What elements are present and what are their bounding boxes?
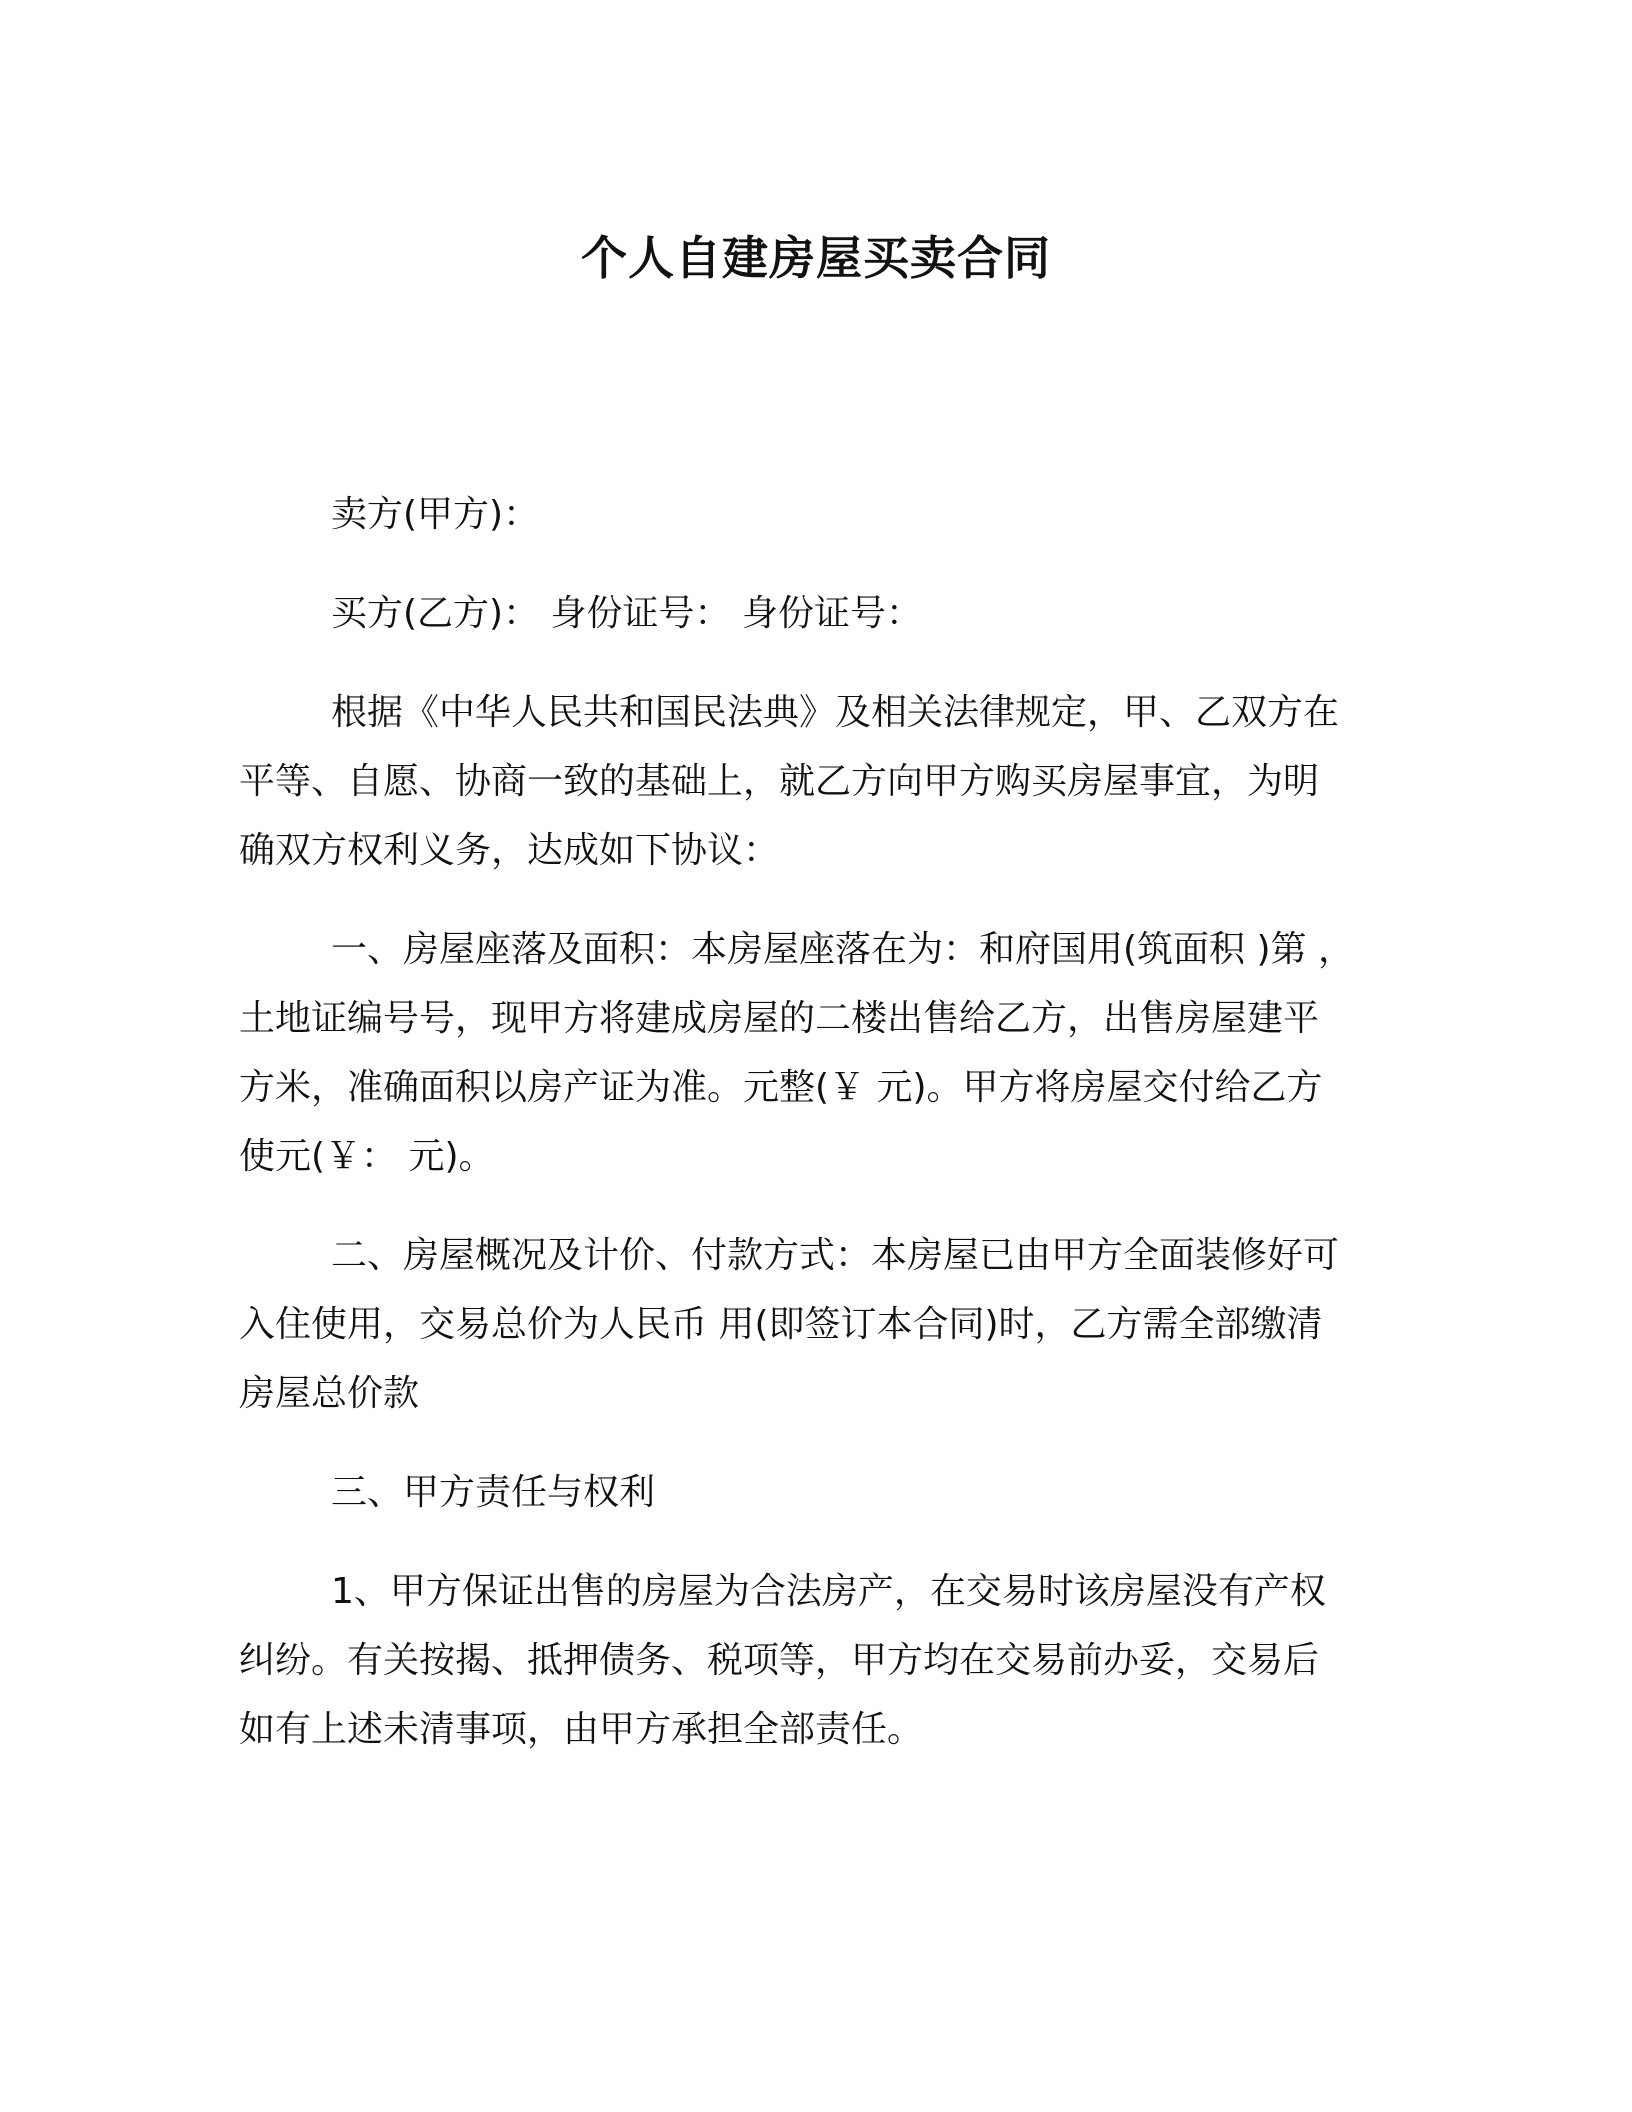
buyer-label: 买方(乙方)： 身份证号： 身份证号： <box>331 593 922 634</box>
clause-3-item-1-paragraph <box>239 1557 1379 1764</box>
clause-2-paragraph <box>239 1221 1379 1428</box>
clause-1-line-2: 土地证编号号，现甲方将建成房屋的二楼出售给乙方，出售房屋建平 <box>239 998 1320 1039</box>
intro-line-1: 根据《中华人民共和国民法典》及相关法律规定，甲、乙双方在 <box>331 692 1340 733</box>
intro-paragraph <box>239 678 1379 885</box>
clause-2-line-2: 入住使用，交易总价为人民币 用(即签订本合同)时，乙方需全部缴清 <box>239 1304 1323 1345</box>
intro-line-2: 平等、自愿、协商一致的基础上，就乙方向甲方购买房屋事宜，为明 <box>239 761 1320 802</box>
seller-label: 卖方(甲方)： <box>331 494 540 535</box>
document-body <box>239 480 1379 1764</box>
clause-3-item-1-line-1: 1、甲方保证出售的房屋为合法房产，在交易时该房屋没有产权 <box>331 1571 1326 1612</box>
clause-2-line-3: 房屋总价款 <box>239 1373 420 1414</box>
clause-3-item-1-line-3: 如有上述未清事项，由甲方承担全部责任。 <box>239 1709 924 1750</box>
buyer-line <box>239 579 1379 648</box>
intro-line-3: 确双方权利义务，达成如下协议： <box>239 830 780 871</box>
clause-3-heading-block <box>239 1458 1379 1527</box>
clause-3-heading: 三、甲方责任与权利 <box>331 1472 656 1513</box>
clause-3-item-1-line-2: 纠纷。有关按揭、抵押债务、税项等，甲方均在交易前办妥，交易后 <box>239 1640 1320 1681</box>
clause-1-line-4: 使元(￥： 元)。 <box>239 1136 495 1177</box>
document-title: 个人自建房屋买卖合同 <box>581 231 1051 285</box>
clause-2-line-1: 二、房屋概况及计价、付款方式：本房屋已由甲方全面装修好可 <box>331 1235 1340 1276</box>
clause-1-line-1: 一、房屋座落及面积：本房屋座落在为：和府国用(筑面积 )第 ， <box>331 929 1354 970</box>
seller-line <box>239 480 1379 549</box>
clause-1-paragraph <box>239 915 1379 1191</box>
clause-1-line-3: 方米，准确面积以房产证为准。元整(￥ 元)。甲方将房屋交付给乙方 <box>239 1067 1323 1108</box>
